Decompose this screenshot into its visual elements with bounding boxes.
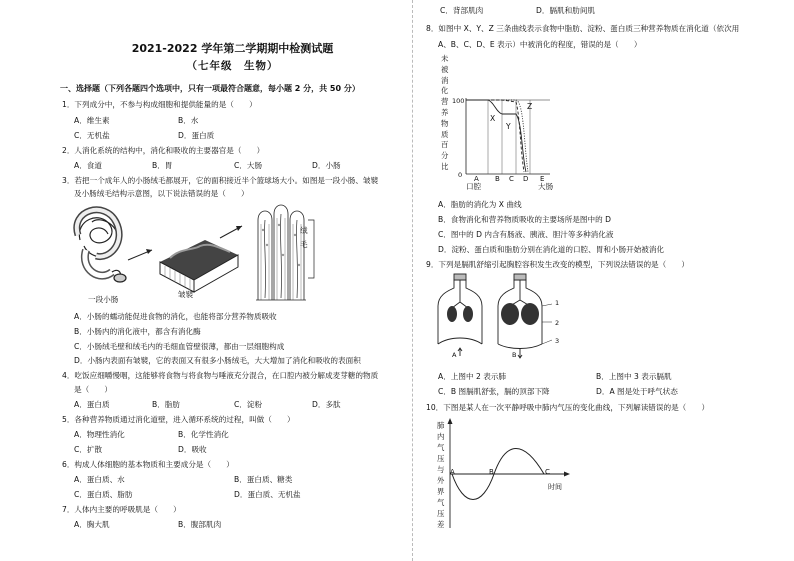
q8-y-axis-label-char: 化 [441, 86, 449, 96]
q7-option-c: C．背部肌肉 [440, 6, 484, 15]
q4-option-a: A．蛋白质 [74, 400, 110, 409]
q2-option-c: C．大肠 [234, 161, 263, 170]
q8-curve-y-label: Y [506, 122, 511, 131]
q10-point-c: C [545, 468, 550, 476]
q3-label-fold: 皱襞 [178, 290, 194, 299]
q9-option-c: C．B 图膈肌舒张，膈的顶部下降 [438, 387, 550, 396]
q5-stem: 5．各种营养物质通过消化道壁，进入循环系统的过程，叫做（ ） [62, 415, 295, 424]
q8-y-axis-label-char: 未 [441, 54, 449, 63]
q8-label-large-intestine: 大肠 [538, 182, 554, 191]
q10-y-axis-label-char: 压 [437, 509, 445, 518]
q10-y-axis-label-char: 压 [437, 454, 445, 463]
column-divider [412, 0, 413, 561]
q8-category-b: B [495, 175, 500, 183]
q8-y-axis-label-char: 物 [441, 118, 449, 128]
q8-y-axis-label-char: 分 [441, 151, 449, 161]
q9-bell-jar-figure [430, 272, 560, 364]
q8-label-mouth: 口腔 [466, 182, 482, 191]
q10-point-a: A [450, 468, 455, 476]
q3-label-villi-2: 毛 [300, 240, 308, 249]
q8-option-c: C．图中的 D 内含有肠液、胰液、胆汁等多种消化液 [438, 230, 614, 239]
q1-stem: 1．下列成分中，不参与构成细胞和提供能量的是（ ） [62, 100, 257, 109]
q8-category-c: C [509, 175, 514, 183]
q8-y-axis-label [441, 54, 450, 173]
q8-y-axis-label-char: 被 [441, 64, 449, 74]
q10-y-axis-label [437, 420, 446, 530]
q10-pressure-chart [446, 418, 572, 530]
q1-option-c: C．无机盐 [74, 131, 110, 140]
q6-option-b: B．蛋白质、糖类 [234, 475, 293, 484]
q8-category-a: A [474, 175, 479, 183]
q8-stem-line2: A、B、C、D、E 表示）中被消化的程度，错误的是（ ） [438, 40, 642, 49]
q8-y-axis-label-char: 比 [441, 161, 449, 171]
q6-stem: 6．构成人体细胞的基本物质和主要成分是（ ） [62, 460, 234, 469]
q3-option-c: C．小肠绒毛壁和绒毛内的毛细血管壁很薄，都由一层细胞构成 [74, 342, 285, 351]
page-title: 2021-2022 学年第二学期期中检测试题 [131, 42, 334, 55]
section-heading: 一、选择题（下列各题四个选项中，只有一项最符合题意，每小题 2 分，共 50 分） [60, 84, 360, 93]
q4-option-d: D．多肽 [312, 400, 341, 409]
q4-stem-line1: 4．吃饭应细嚼慢咽，这能够将食物与将食物与唾液充分混合，在口腔内被分解成麦芽糖的物质 [62, 371, 379, 380]
q3-label-intestine: 一段小肠 [88, 295, 119, 304]
q3-option-d: D．小肠内表面有皱襞，它的表面又有很多小肠绒毛，大大增加了消化和吸收的表面积 [74, 356, 361, 365]
q7-option-d: D．膈肌和肋间肌 [536, 6, 596, 15]
q8-y-axis-label-char: 消 [441, 75, 449, 85]
q9-option-a: A．上图中 2 表示肺 [438, 372, 507, 381]
q1-option-b: B．水 [178, 116, 199, 125]
q8-y-tick-0: 0 [458, 171, 463, 179]
q8-stem-line1: 8．如图中 X、Y、Z 三条曲线表示食物中脂肪、淀粉、蛋白质三种营养物质在消化道（依次用 [426, 24, 740, 33]
q8-option-d: D．淀粉、蛋白质和脂肪分别在消化道的口腔、胃和小肠开始被消化 [438, 245, 665, 254]
q3-intestine-figure [70, 200, 340, 308]
q10-y-axis-label-char: 气 [437, 498, 445, 507]
q8-y-axis-label-char: 质 [441, 129, 449, 139]
q10-y-axis-label-char: 与 [437, 465, 445, 474]
q9-label-3: 3 [555, 337, 560, 345]
q4-stem-line2: 是（ ） [74, 385, 112, 394]
q6-option-d: D．蛋白质、无机盐 [234, 490, 301, 499]
q3-option-b: B．小肠内的消化液中，都含有消化酶 [74, 327, 201, 336]
q3-option-a: A．小肠的蠕动能促进食物的消化，也能将部分营养物质吸收 [74, 312, 277, 321]
q2-stem: 2．人消化系统的结构中，消化和吸收的主要器官是（ ） [62, 146, 265, 155]
q8-option-a: A．脂肪的消化为 X 曲线 [438, 200, 522, 209]
q1-option-a: A．维生素 [74, 116, 110, 125]
q2-option-b: B．胃 [152, 161, 173, 170]
q8-y-axis-label-char: 营 [441, 97, 449, 107]
q9-label-b: B [512, 351, 517, 359]
q10-stem: 10．下图是某人在一次平静呼吸中肺内气压的变化曲线，下列解读错误的是（ ） [426, 403, 710, 412]
q4-option-b: B．脂肪 [152, 400, 180, 409]
q1-option-d: D．蛋白质 [178, 131, 215, 140]
q9-label-a: A [452, 351, 457, 359]
q9-option-d: D．A 图是处于呼气状态 [596, 387, 678, 396]
q4-option-c: C．淀粉 [234, 400, 263, 409]
q6-option-c: C．蛋白质、脂肪 [74, 490, 133, 499]
q8-category-d: D [523, 175, 529, 183]
q10-point-b: B [489, 468, 494, 476]
q6-option-a: A．蛋白质、水 [74, 475, 125, 484]
q8-y-tick-100: 100 [452, 97, 465, 105]
q8-y-axis-label-char: 养 [441, 107, 449, 117]
q10-y-axis-label-char: 气 [437, 443, 445, 452]
q10-y-axis-label-char: 内 [437, 432, 445, 441]
q8-y-axis-label-char: 百 [441, 140, 449, 150]
q5-option-b: B．化学性消化 [178, 430, 229, 439]
q7-stem: 7．人体内主要的呼吸肌是（ ） [62, 505, 181, 514]
q10-y-axis-label-char: 外 [437, 476, 445, 485]
q10-y-axis-label-char: 肺 [437, 421, 445, 430]
q10-x-axis-label: 时间 [548, 483, 562, 491]
q5-option-a: A．物理性消化 [74, 430, 125, 439]
page-subtitle: （七年级 生物） [186, 60, 279, 72]
q10-y-axis-label-char: 界 [437, 487, 445, 496]
q10-y-axis-label-char: 差 [437, 520, 445, 529]
q2-option-d: D．小肠 [312, 161, 341, 170]
q3-stem-line2: 及小肠绒毛结构示意图，以下说法错误的是（ ） [74, 189, 249, 198]
q8-digestion-chart [464, 96, 554, 178]
q8-option-b: B．食物消化和营养物质吸收的主要场所是图中的 D [438, 215, 611, 224]
q7-option-b: B．腹部肌肉 [178, 520, 222, 529]
q8-curve-z-label: Z [527, 102, 533, 111]
q2-option-a: A．食道 [74, 161, 102, 170]
q8-category-e: E [540, 175, 545, 183]
q5-option-c: C．扩散 [74, 445, 103, 454]
q7-option-a: A．胸大肌 [74, 520, 110, 529]
q9-label-1: 1 [555, 299, 560, 307]
q9-stem: 9．下列是膈肌舒缩引起胸腔容积发生改变的模型，下列说法错误的是（ ） [426, 260, 690, 269]
q9-option-b: B．上图中 3 表示膈肌 [596, 372, 672, 381]
q9-label-2: 2 [555, 319, 560, 327]
q5-option-d: D．吸收 [178, 445, 207, 454]
q3-stem-line1: 3．若把一个成年人的小肠绒毛都展开，它的面积接近半个篮球场大小。如图是一段小肠、皱襞 [62, 176, 379, 185]
q8-curve-x-label: X [490, 114, 496, 123]
q3-label-villi-1: 绒 [300, 226, 308, 235]
